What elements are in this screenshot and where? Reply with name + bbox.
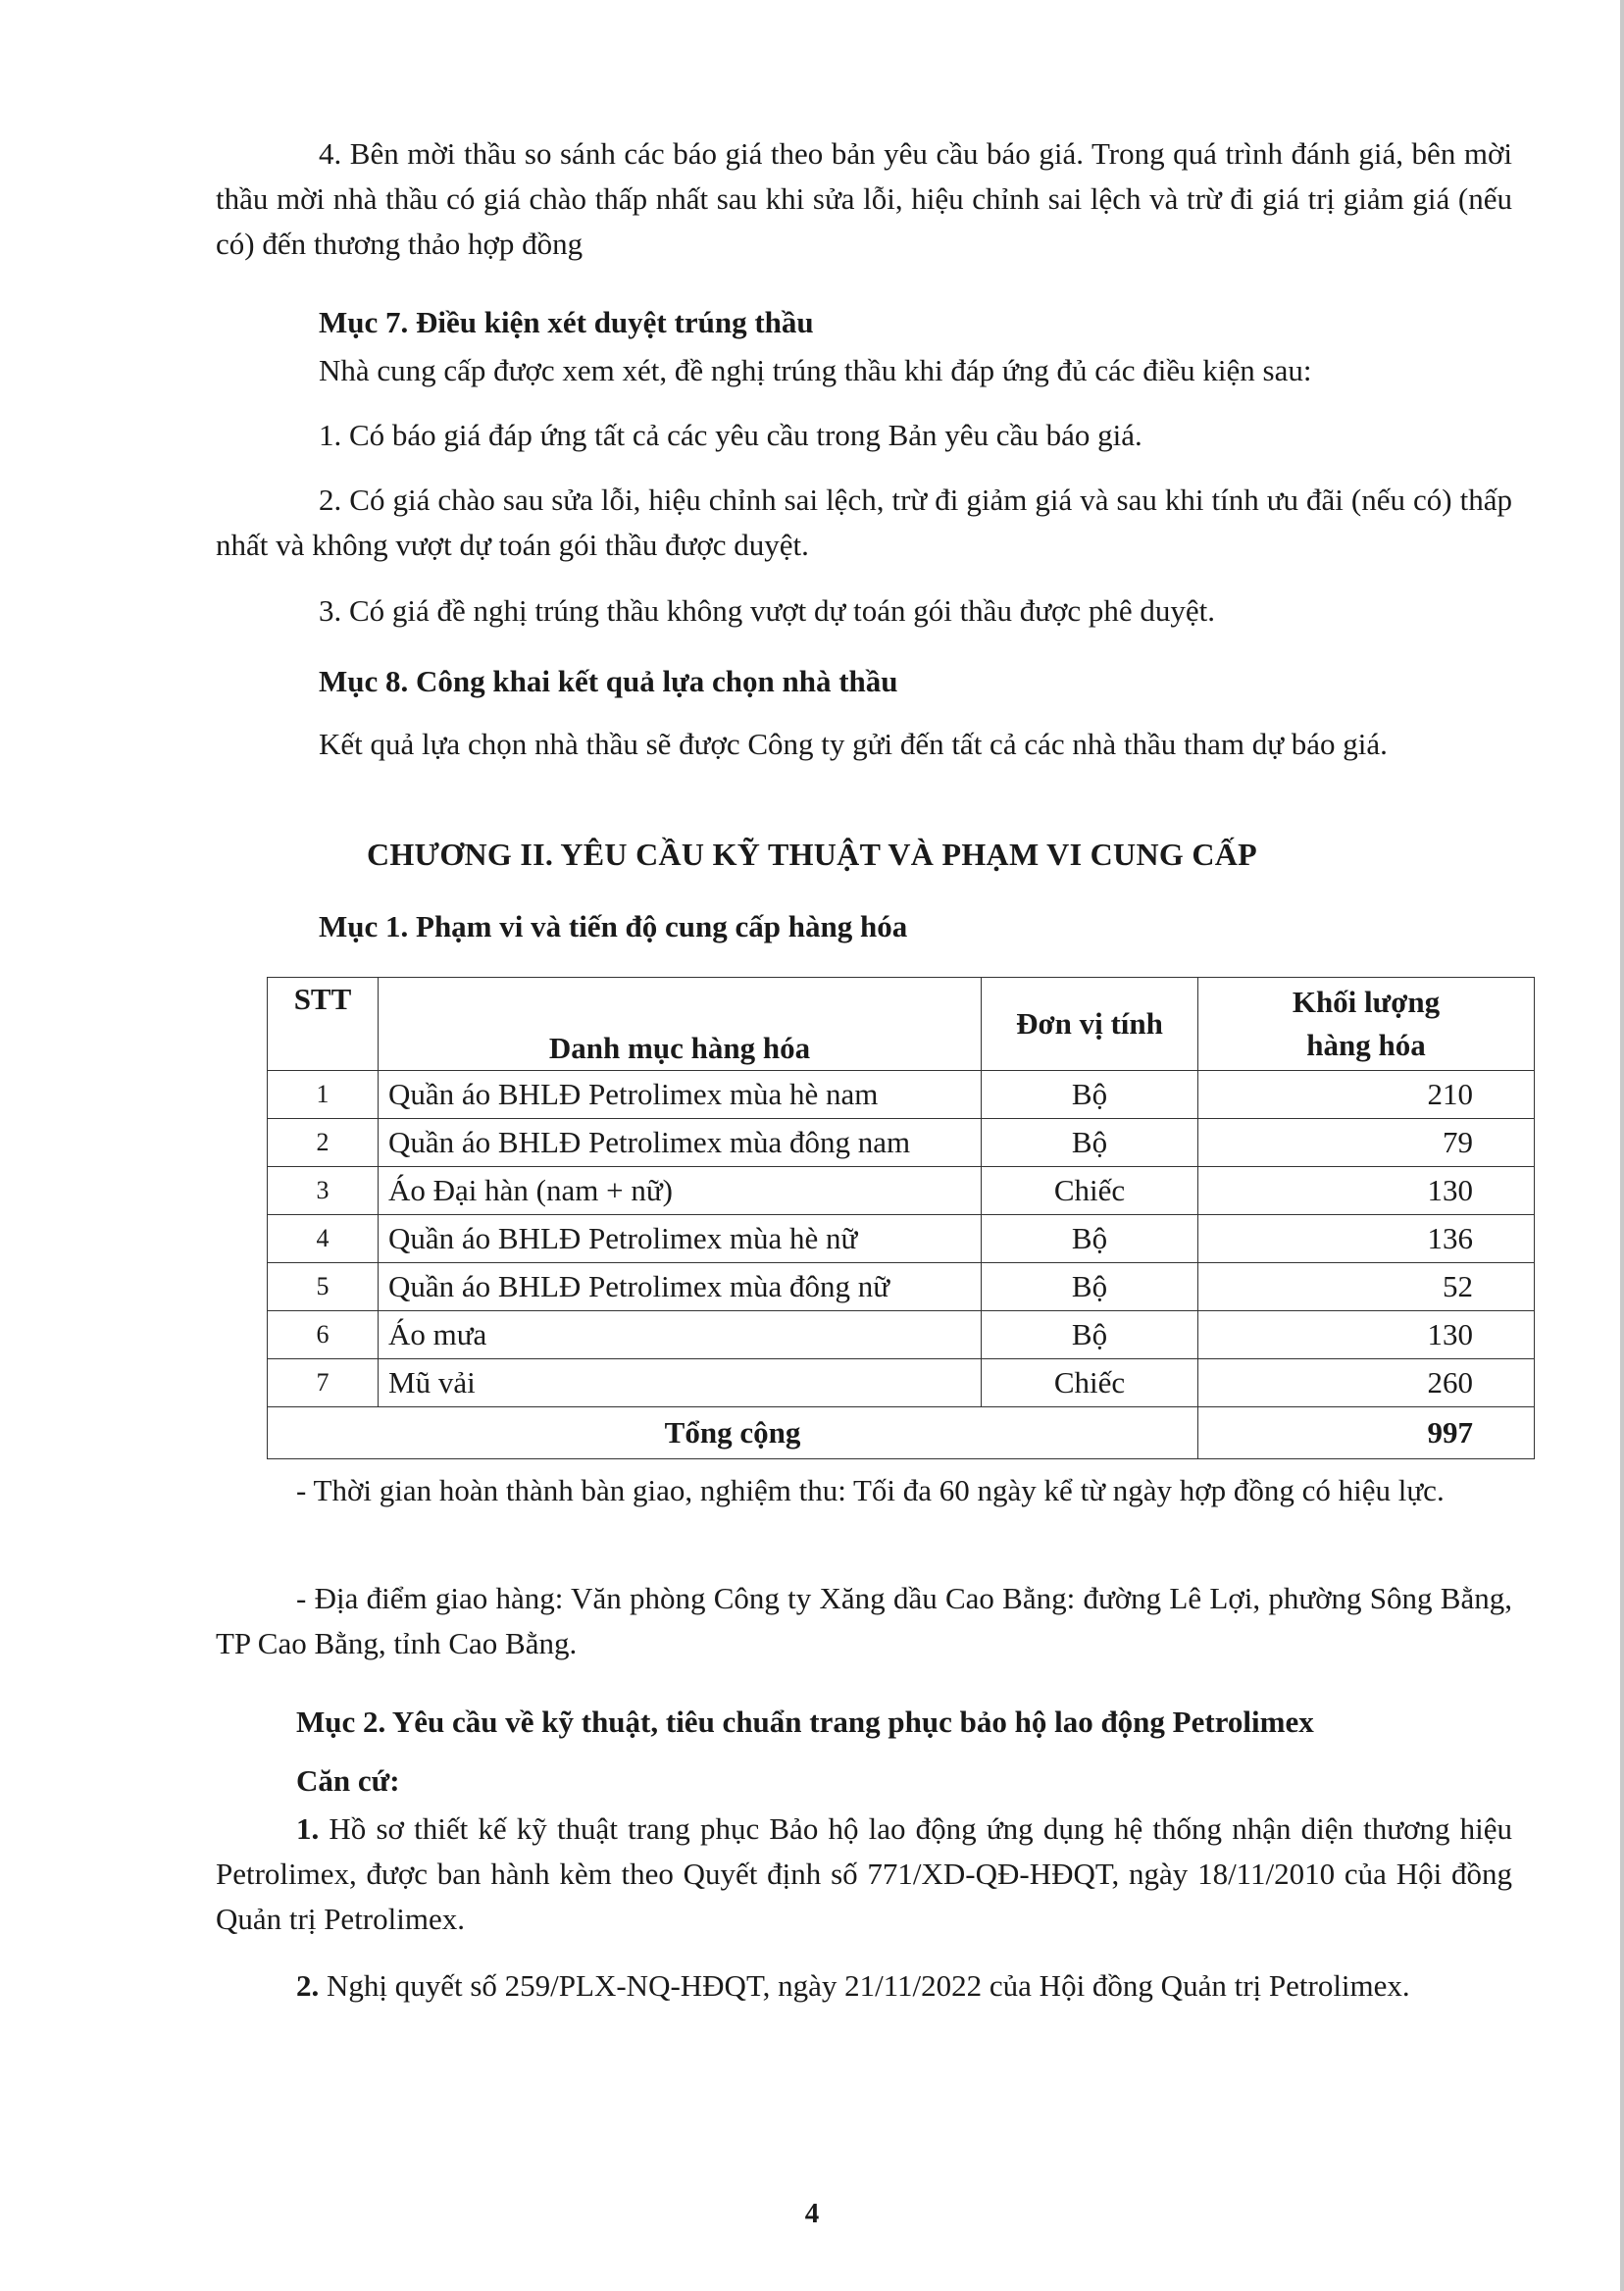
header-qty — [1198, 978, 1535, 1071]
row-unit: Bộ — [982, 1071, 1198, 1119]
section8-heading: Mục 8. Công khai kết quả lựa chọn nhà thầu — [319, 664, 898, 698]
table-header-row — [268, 978, 1535, 1071]
table-row — [268, 1071, 1535, 1119]
table-row — [268, 1359, 1535, 1407]
header-unit: Đơn vị tính — [982, 978, 1198, 1071]
basis-label: Căn cứ: — [296, 1763, 400, 1798]
section7-item1: 1. Có báo giá đáp ứng tất cả các yêu cầu trong Bản yêu cầu báo giá. — [319, 418, 1142, 452]
table-row — [268, 1119, 1535, 1167]
page-edge-shadow — [1620, 0, 1624, 2291]
table-row — [268, 1215, 1535, 1263]
row-name: Quần áo BHLĐ Petrolimex mùa hè nữ — [379, 1215, 982, 1263]
goods-table — [267, 977, 1535, 1459]
row-stt: 5 — [268, 1263, 379, 1311]
table-total-row — [268, 1407, 1535, 1459]
chapter2-section1-heading: Mục 1. Phạm vi và tiến độ cung cấp hàng hóa — [319, 909, 908, 943]
row-name: Quần áo BHLĐ Petrolimex mùa đông nữ — [379, 1263, 982, 1311]
row-unit: Bộ — [982, 1311, 1198, 1359]
row-stt: 1 — [268, 1071, 379, 1119]
basis-item1 — [216, 1807, 1512, 1942]
header-qty-line1: Khối lượng — [1292, 985, 1441, 1019]
basis-item1-number: 1. — [296, 1811, 320, 1846]
row-stt: 3 — [268, 1167, 379, 1215]
row-qty: 260 — [1198, 1359, 1535, 1407]
section6-item4: 4. Bên mời thầu so sánh các báo giá theo bản yêu cầu báo giá. Trong quá trình đánh giá, bên mời thầu mời nhà thầu có giá chào thấp nhất sau khi sửa lỗi, hiệu chỉnh sai lệch và trừ đi giá trị giảm giá (nếu có) đến thương thảo hợp đồng — [216, 136, 1512, 261]
delivery-time: - Thời gian hoàn thành bàn giao, nghiệm thu: Tối đa 60 ngày kể từ ngày hợp đồng có hiệu lực. — [296, 1473, 1445, 1507]
row-name: Áo Đại hàn (nam + nữ) — [379, 1167, 982, 1215]
section8-text: Kết quả lựa chọn nhà thầu sẽ được Công ty gửi đến tất cả các nhà thầu tham dự báo giá. — [319, 727, 1388, 761]
header-qty-line2: hàng hóa — [1306, 1028, 1426, 1062]
row-unit: Chiếc — [982, 1167, 1198, 1215]
row-name: Mũ vải — [379, 1359, 982, 1407]
row-qty: 130 — [1198, 1311, 1535, 1359]
chapter2-section2-heading: Mục 2. Yêu cầu về kỹ thuật, tiêu chuẩn trang phục bảo hộ lao động Petrolimex — [296, 1705, 1314, 1739]
row-unit: Bộ — [982, 1119, 1198, 1167]
total-value: 997 — [1198, 1407, 1535, 1459]
row-qty: 210 — [1198, 1071, 1535, 1119]
chapter-title: CHƯƠNG II. YÊU CẦU KỸ THUẬT VÀ PHẠM VI CUNG CẤP — [366, 837, 1258, 872]
row-name: Quần áo BHLĐ Petrolimex mùa hè nam — [379, 1071, 982, 1119]
row-unit: Bộ — [982, 1263, 1198, 1311]
row-stt: 7 — [268, 1359, 379, 1407]
table-row — [268, 1311, 1535, 1359]
row-stt: 4 — [268, 1215, 379, 1263]
row-qty: 79 — [1198, 1119, 1535, 1167]
basis-item2-number: 2. — [296, 1968, 320, 2003]
section7-heading: Mục 7. Điều kiện xét duyệt trúng thầu — [319, 305, 814, 339]
header-name: Danh mục hàng hóa — [379, 978, 982, 1071]
row-unit: Chiếc — [982, 1359, 1198, 1407]
row-unit: Bộ — [982, 1215, 1198, 1263]
page-number: 4 — [804, 2198, 820, 2229]
row-name: Quần áo BHLĐ Petrolimex mùa đông nam — [379, 1119, 982, 1167]
row-qty: 136 — [1198, 1215, 1535, 1263]
section7-intro: Nhà cung cấp được xem xét, đề nghị trúng thầu khi đáp ứng đủ các điều kiện sau: — [319, 353, 1312, 387]
delivery-place: - Địa điểm giao hàng: Văn phòng Công ty Xăng dầu Cao Bằng: đường Lê Lợi, phường Sông Bằng, TP Cao Bằng, tỉnh Cao Bằng. — [216, 1581, 1512, 1660]
row-stt: 6 — [268, 1311, 379, 1359]
section7-item2: 2. Có giá chào sau sửa lỗi, hiệu chỉnh sai lệch, trừ đi giảm giá và sau khi tính ưu đãi (nếu có) thấp nhất và không vượt dự toán gói thầu được duyệt. — [216, 483, 1512, 562]
section7-item3: 3. Có giá đề nghị trúng thầu không vượt dự toán gói thầu được phê duyệt. — [319, 593, 1216, 628]
basis-item1-text: Hồ sơ thiết kế kỹ thuật trang phục Bảo hộ lao động ứng dụng hệ thống nhận diện thương hiệu Petrolimex, được ban hành kèm theo Quyết định số 771/XD-QĐ-HĐQT, ngày 18/11/2010 của Hội đồng Quản trị Petrolimex. — [216, 1811, 1512, 1936]
header-stt: STT — [268, 978, 379, 1071]
total-label: Tổng cộng — [268, 1407, 1198, 1459]
row-qty: 130 — [1198, 1167, 1535, 1215]
table-row — [268, 1263, 1535, 1311]
basis-item2 — [216, 1963, 1512, 2009]
table-row — [268, 1167, 1535, 1215]
row-stt: 2 — [268, 1119, 379, 1167]
row-qty: 52 — [1198, 1263, 1535, 1311]
row-name: Áo mưa — [379, 1311, 982, 1359]
basis-item2-text: Nghị quyết số 259/PLX-NQ-HĐQT, ngày 21/11/2022 của Hội đồng Quản trị Petrolimex. — [319, 1968, 1410, 2003]
